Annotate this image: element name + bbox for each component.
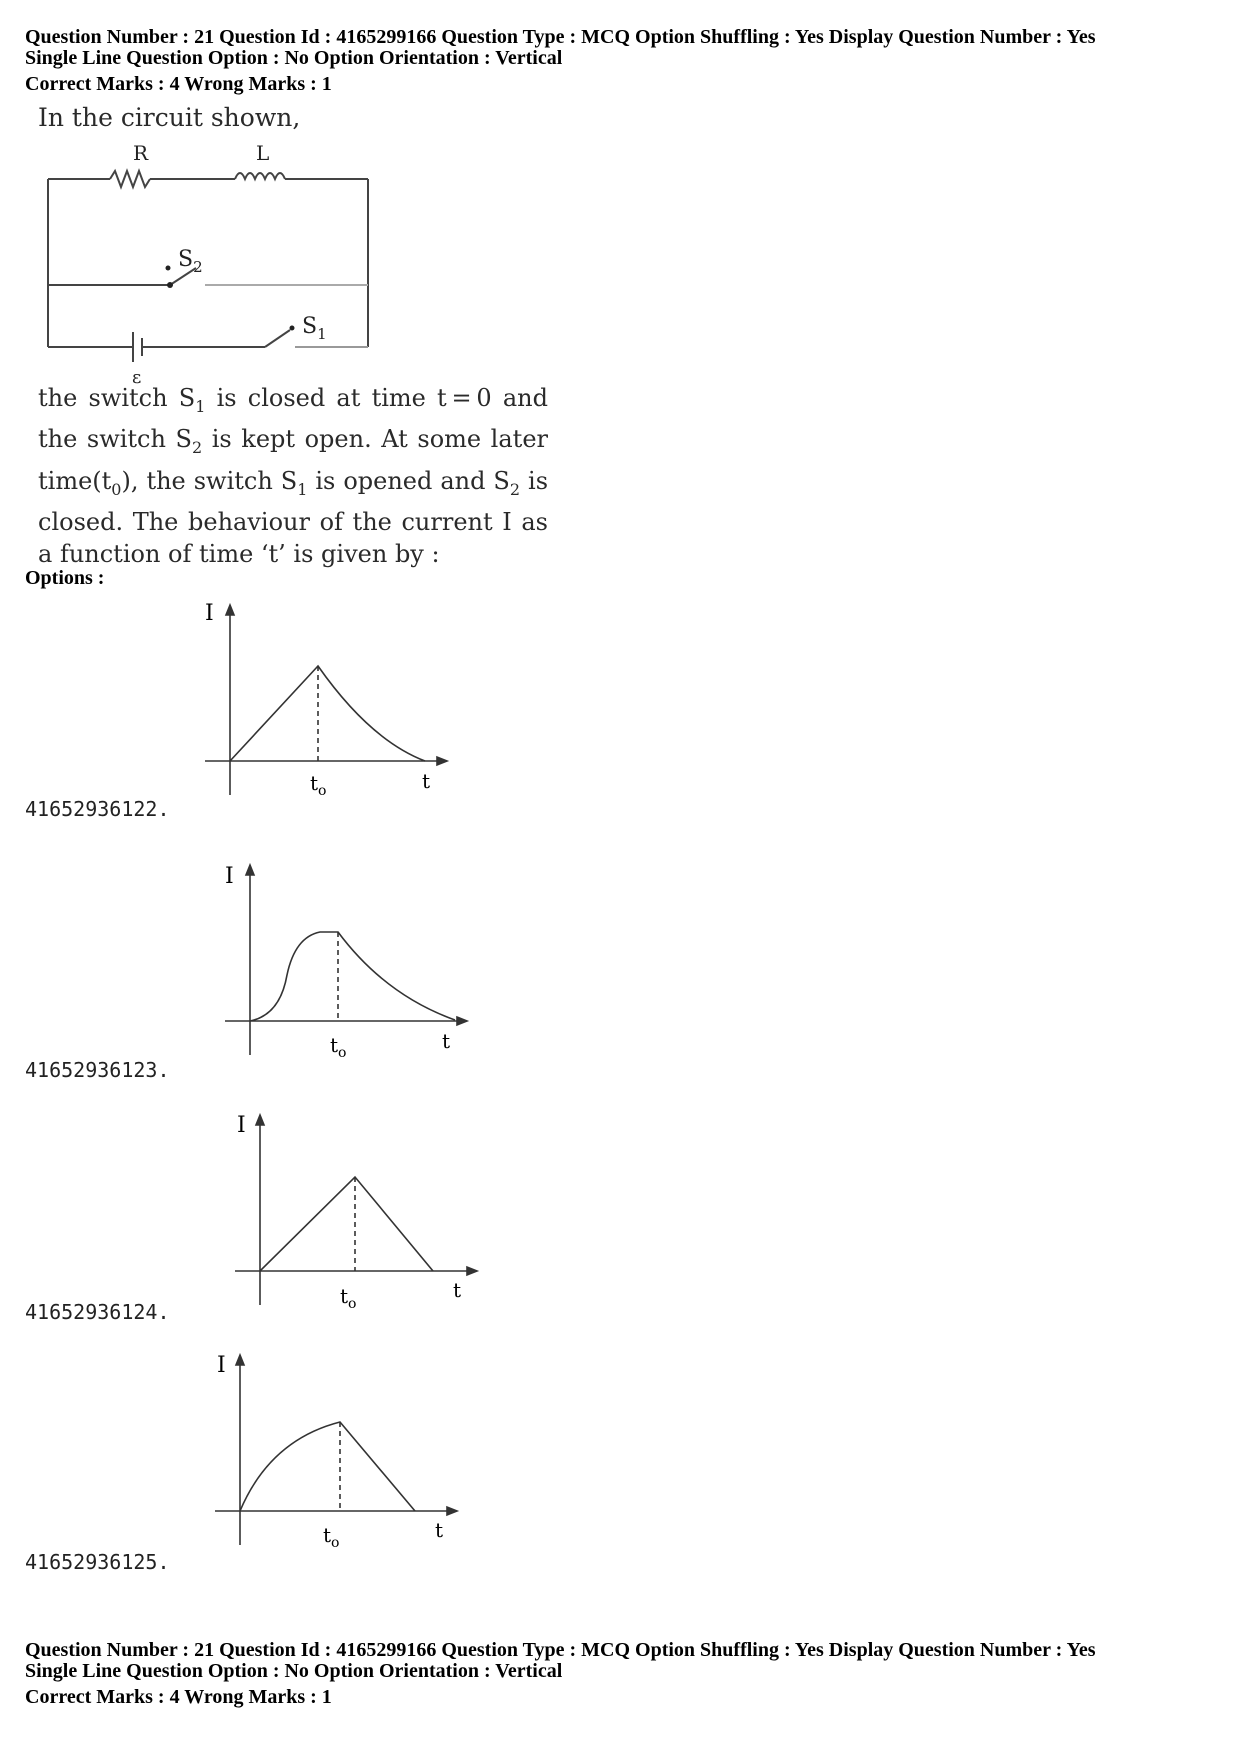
x-axis-label: t bbox=[422, 769, 431, 793]
y-axis-label: I bbox=[205, 601, 214, 626]
circuit-diagram bbox=[40, 140, 380, 385]
y-axis-label: I bbox=[225, 864, 234, 889]
switch-s1-label: $S_1$ bbox=[302, 314, 327, 343]
marks-line: Correct Marks : 4 Wrong Marks : 1 bbox=[25, 1686, 332, 1708]
question-intro: In the circuit shown, bbox=[38, 103, 301, 132]
resistor-symbol bbox=[110, 171, 150, 187]
options-label: Options : bbox=[25, 567, 105, 589]
t0-label: $t_o$ bbox=[310, 771, 327, 799]
y-axis-label: I bbox=[217, 1353, 226, 1378]
option-id-3[interactable]: 41652936124. bbox=[25, 1300, 170, 1324]
switch-s1-blade bbox=[265, 330, 290, 347]
question-meta-footer bbox=[25, 1640, 1095, 1708]
option-id-2[interactable]: 41652936123. bbox=[25, 1058, 170, 1082]
option-graph-3 bbox=[225, 1105, 485, 1315]
t0-label: $t_o$ bbox=[323, 1523, 340, 1551]
meta-line-1: Question Number : 21 Question Id : 4165299166 Question Type : MCQ Option Shuffling : Yes Display Question Number : Yes bbox=[25, 26, 1096, 48]
y-axis-label: I bbox=[237, 1113, 246, 1138]
current-curve bbox=[230, 666, 425, 761]
switch-s2-label: $S_2$ bbox=[178, 247, 203, 276]
option-graph-1 bbox=[195, 595, 455, 805]
t0-label: $t_o$ bbox=[340, 1284, 357, 1312]
question-meta-header bbox=[25, 27, 1095, 95]
meta-line-2: Single Line Question Option : No Option Orientation : Vertical bbox=[25, 1660, 563, 1682]
t0-label: $t_o$ bbox=[330, 1033, 347, 1061]
current-curve bbox=[240, 1422, 415, 1511]
current-curve bbox=[250, 932, 455, 1021]
resistor-label: R bbox=[133, 141, 149, 165]
meta-line-1: Question Number : 21 Question Id : 4165299166 Question Type : MCQ Option Shuffling : Yes Display Question Number : Yes bbox=[25, 1639, 1096, 1661]
question-body: the switch $S_1$ is closed at time t = 0 and the switch $S_2$ is kept open. At some later $time(t_0)$, the switch $S_1$ is opened and $S_2$ is closed. The behaviour of the current I as a function of time ‘t’ is given by : bbox=[38, 384, 549, 569]
x-axis-label: t bbox=[435, 1518, 444, 1542]
x-axis-label: t bbox=[453, 1278, 462, 1302]
inductor-symbol bbox=[235, 173, 285, 179]
option-id-4[interactable]: 41652936125. bbox=[25, 1550, 170, 1574]
meta-line-2: Single Line Question Option : No Option Orientation : Vertical bbox=[25, 47, 563, 69]
option-graph-2 bbox=[215, 855, 475, 1065]
option-graph-4 bbox=[205, 1345, 465, 1555]
inductor-label: L bbox=[256, 141, 270, 165]
x-axis-label: t bbox=[442, 1029, 451, 1053]
option-id-1[interactable]: 41652936122. bbox=[25, 797, 170, 821]
marks-line: Correct Marks : 4 Wrong Marks : 1 bbox=[25, 73, 332, 95]
emf-label: ε bbox=[132, 367, 142, 385]
current-curve bbox=[260, 1177, 433, 1271]
